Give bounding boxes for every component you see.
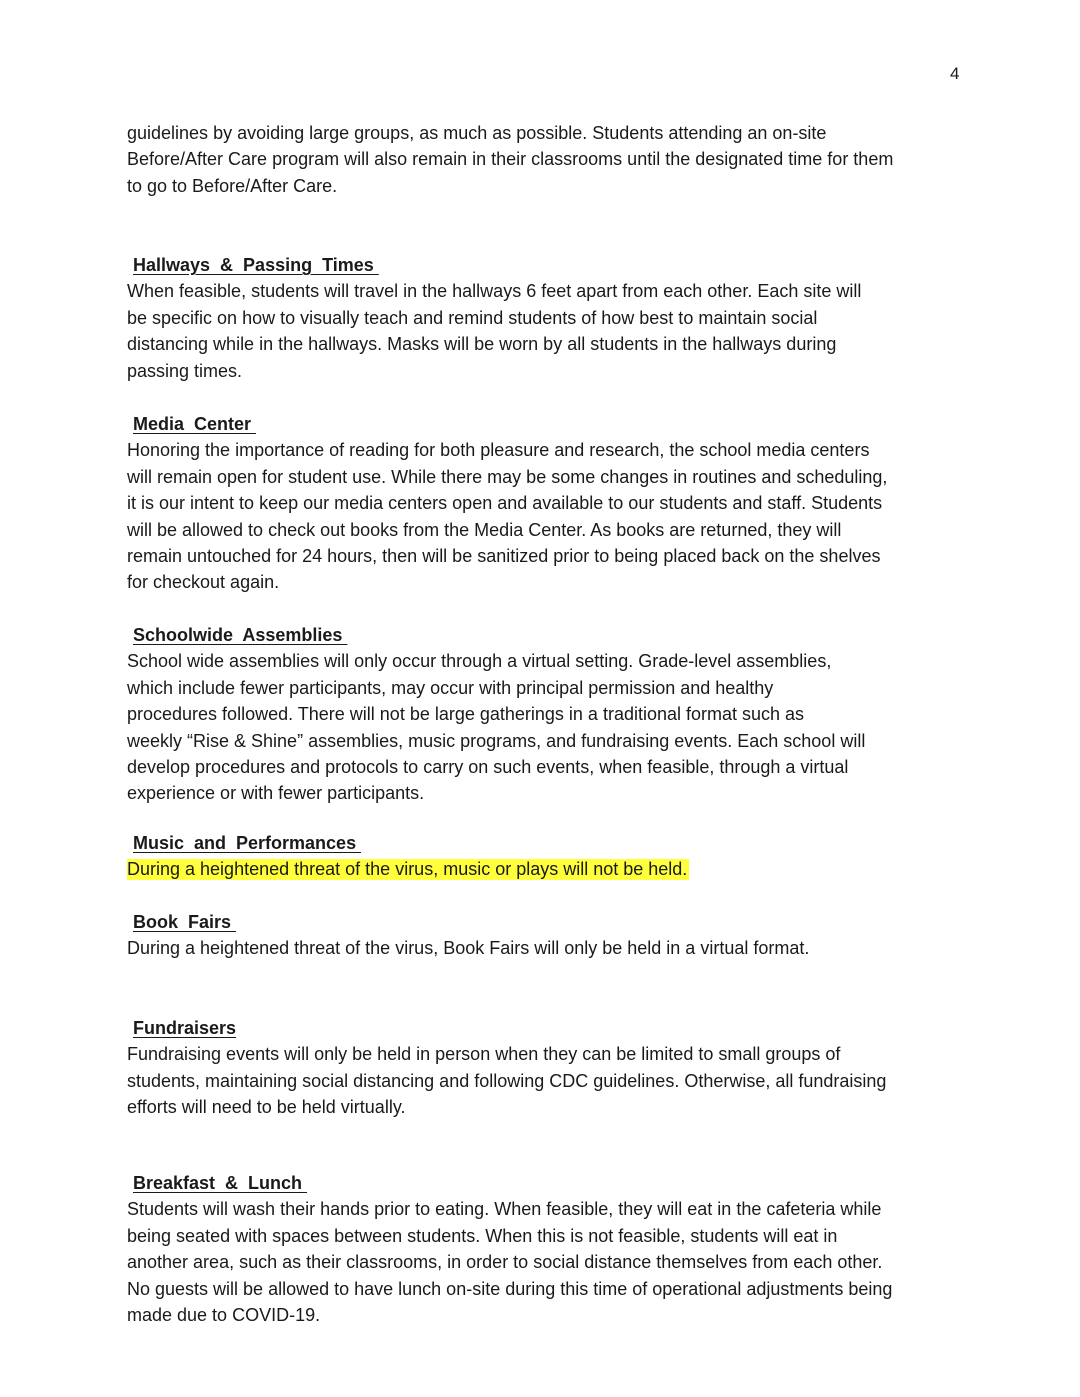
section-body: When feasible, students will travel in the hallways 6 feet apart from each other. Each site will be specific on how to visually teach and remind students of how best to maintain social distancing while in the hallways. Masks will be worn by all students in the hallways during passing times. <box>127 281 862 381</box>
section-heading: Music and Performances <box>133 833 362 853</box>
section-fundraisers <box>127 1015 967 1121</box>
section-body: During a heightened threat of the virus, Book Fairs will only be held in a virtual format. <box>127 938 810 959</box>
section-body: Students will wash their hands prior to eating. When feasible, they will eat in the cafeteria while being seated with spaces between students. When this is not feasible, students will eat in another area, such as their classrooms, in order to social distance themselves from each other. No guests will be allowed to have lunch on-site during this time of operational adjustments being made due to COVID-19. <box>127 1199 893 1326</box>
section-music-performances <box>127 830 967 883</box>
section-heading: Breakfast & Lunch <box>133 1173 308 1193</box>
section-heading: Hallways & Passing Times <box>133 255 379 275</box>
section-book-fairs <box>127 909 967 962</box>
section-heading: Book Fairs <box>133 912 237 932</box>
section-heading: Schoolwide Assemblies <box>133 625 348 645</box>
section-schoolwide-assemblies <box>127 622 967 807</box>
section-body: Fundraising events will only be held in person when they can be limited to small groups of students, maintaining social distancing and following CDC guidelines. Otherwise, all fundraising efforts will need to be held virtually. <box>127 1044 887 1118</box>
section-body: Honoring the importance of reading for both pleasure and research, the school media centers will remain open for student use. While there may be some changes in routines and scheduling, it is our intent to keep our media centers open and available to our students and staff. Students will be allowed to check out books from the Media Center. As books are returned, they will remain untouched for 24 hours, then will be sanitized prior to being placed back on the shelves for checkout again. <box>127 440 888 593</box>
section-heading: Fundraisers <box>133 1018 237 1038</box>
section-media-center <box>127 411 967 596</box>
section-body-wrapper <box>127 856 967 882</box>
highlighted-text: During a heightened threat of the virus, music or plays will not be held. <box>127 859 688 880</box>
section-breakfast-lunch <box>127 1170 967 1328</box>
section-heading: Media Center <box>133 414 257 434</box>
section-hallways-passing-times <box>127 252 967 384</box>
section-body: School wide assemblies will only occur through a virtual setting. Grade-level assemblies, which include fewer participants, may occur with principal permission and healthy procedures followed. There will not be large gatherings in a traditional format such as weekly “Rise & Shine” assemblies, music programs, and fundraising events. Each school will develop procedures and protocols to carry on such events, when feasible, through a virtual experience or with fewer participants. <box>127 651 866 804</box>
intro-section <box>127 120 967 199</box>
intro-paragraph: guidelines by avoiding large groups, as much as possible. Students attending an on-site Before/After Care program will also remain in their classrooms until the designated time for them to go to Before/After Care. <box>127 123 894 196</box>
page-number: 4 <box>950 64 960 83</box>
